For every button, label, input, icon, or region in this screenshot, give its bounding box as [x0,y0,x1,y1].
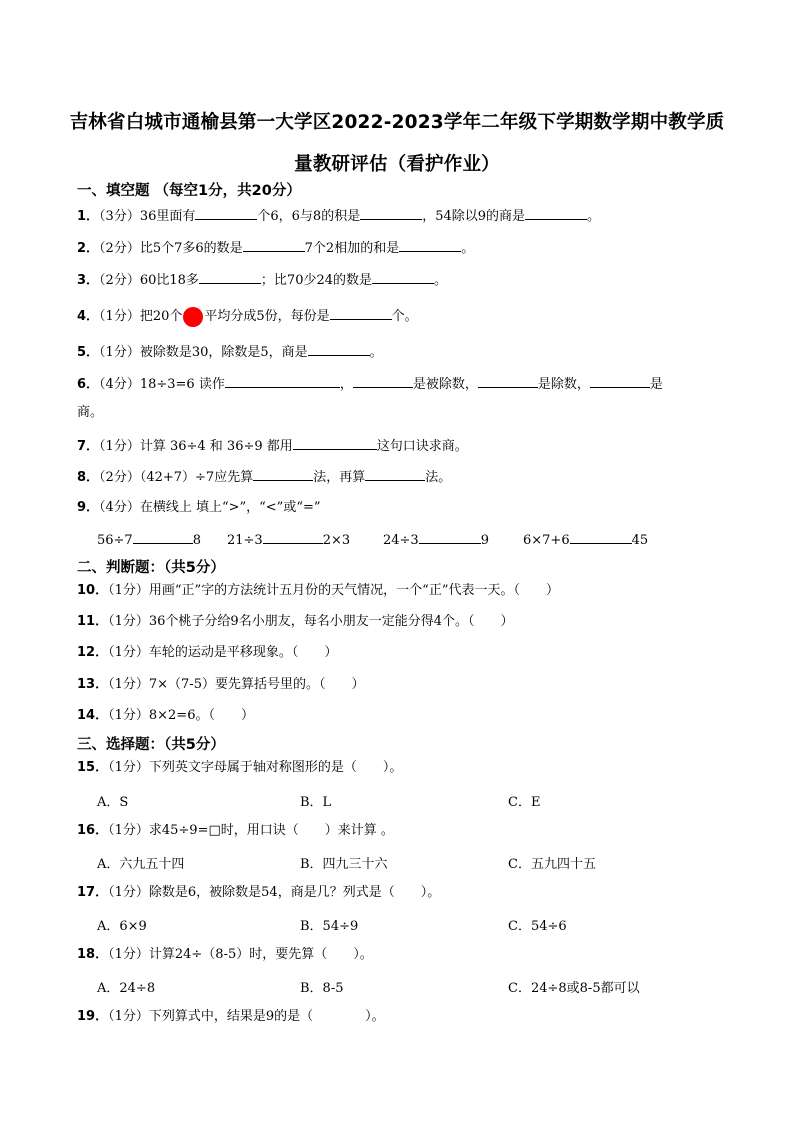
question-text: 是 [649,377,663,392]
question-text: 是被除数， [412,377,478,392]
answer-blank[interactable] [225,374,340,388]
question-score: （1分） [108,583,149,598]
compare-right: 8 [192,533,201,548]
question-16 [77,822,394,840]
option-a[interactable]: A．S [97,795,129,810]
question-text: 8×2=6。（ ） [148,708,254,723]
question-text: 下列英文字母属于轴对称图形的是（ ）。 [148,760,403,775]
question-score: （1分） [108,677,149,692]
question-score: （1分） [99,309,140,324]
page-title-line2: 量教研评估（看护作业） [294,154,500,175]
question-score: （1分） [108,708,149,723]
question-score: （1分） [108,885,149,900]
question-4 [77,306,418,327]
compare-right: 2×3 [322,533,351,548]
question-6-continued: 商。 [77,405,104,420]
question-score: （1分） [108,614,149,629]
question-text: 。 [587,209,601,224]
question-15 [77,759,402,777]
compare-left: 6×7+6 [523,533,570,548]
question-text: 这句口诀求商。 [376,439,468,454]
answer-blank[interactable] [525,206,587,220]
question-text: 个6，6与8的积是 [257,209,361,224]
question-number: 5． [77,345,100,360]
answer-blank[interactable] [590,374,650,388]
page-title-line1: 吉林省白城市通榆县第一大学区2022-2023学年二年级下学期数学期中教学质 [69,112,725,133]
answer-blank[interactable] [308,342,370,356]
question-number: 18． [77,947,109,962]
answer-blank[interactable] [372,270,434,284]
question-text: 求45÷9=□时，用口诀（ ）来计算 。 [148,823,394,838]
question-number: 13． [77,677,109,692]
question-number: 12． [77,645,109,660]
question-number: 11． [77,614,109,629]
question-number: 10． [77,583,109,598]
question-14 [77,707,254,725]
question-text: 是除数， [537,377,590,392]
option-b[interactable]: B．L [300,795,332,810]
answer-blank[interactable] [199,270,261,284]
question-text: 平均分成5份，每份是 [204,309,330,324]
option-b[interactable]: B．8-5 [300,981,344,996]
compare-item-2 [227,530,350,548]
option-a[interactable]: A．6×9 [97,919,147,934]
compare-left: 21÷3 [227,533,263,548]
compare-left: 24÷3 [383,533,419,548]
answer-blank[interactable] [570,530,632,544]
option-c[interactable]: C．54÷6 [508,919,567,934]
question-text: 个。 [391,309,418,324]
question-text: 用画“正”字的方法统计五月份的天气情况，一个“正”代表一天。（ ） [148,583,559,598]
question-text: 18÷3=6 读作 [139,377,225,392]
answer-blank[interactable] [133,530,193,544]
question-5 [77,342,383,362]
question-11 [77,613,513,631]
question-text: 被除数是30，除数是5，商是 [139,345,308,360]
question-text: 。 [461,241,475,256]
question-number: 1． [77,209,100,224]
compare-right: 45 [631,533,649,548]
question-text: 计算 36÷4 和 36÷9 都用 [139,439,293,454]
question-score: （3分） [99,209,140,224]
answer-blank[interactable] [365,467,425,481]
question-text: ；比70少24的数是 [260,273,373,288]
question-text: 7个2相加的和是 [304,241,400,256]
section-multiple-choice: 三、选择题：（共5分） [77,737,225,753]
option-b[interactable]: B．四九三十六 [300,857,388,872]
question-6 [77,374,663,394]
question-text: 。 [369,345,383,360]
question-9 [77,499,321,517]
answer-blank[interactable] [195,206,257,220]
question-text: 36里面有 [139,209,196,224]
option-b[interactable]: B．54÷9 [300,919,359,934]
answer-blank[interactable] [399,238,461,252]
question-score: （1分） [99,439,140,454]
question-score: （1分） [108,760,149,775]
question-score: （4分） [99,500,140,515]
question-text: 36个桃子分给9名小朋友，每名小朋友一定能分得4个。（ ） [148,614,514,629]
question-7 [77,436,468,456]
question-17 [77,884,440,902]
question-text: 。 [434,273,448,288]
question-13 [77,676,364,694]
compare-item-3 [383,530,489,548]
question-text: （42+7）÷7应先算 [139,470,254,485]
compare-item-4 [523,530,648,548]
question-number: 6． [77,377,100,392]
question-text: 比5个7多6的数是 [139,241,243,256]
question-text: 在横线上 填上“>”，“<”或“=” [139,500,321,515]
question-3 [77,270,447,290]
question-score: （1分） [108,947,149,962]
question-number: 2． [77,241,100,256]
answer-blank[interactable] [353,374,413,388]
compare-right: 9 [480,533,489,548]
question-text: 法，再算 [313,470,366,485]
question-text: 把20个 [139,309,183,324]
question-8 [77,467,451,487]
question-score: （2分） [99,273,140,288]
question-number: 4． [77,309,100,324]
question-18 [77,946,373,964]
red-circle-icon [183,307,203,327]
answer-blank[interactable] [419,530,481,544]
question-score: （1分） [108,823,149,838]
question-score: （1分） [108,645,149,660]
answer-blank[interactable] [253,467,313,481]
question-text: ， [339,377,353,392]
question-number: 8． [77,470,100,485]
question-text: 车轮的运动是平移现象。（ ） [148,645,338,660]
question-number: 19． [77,1009,109,1024]
question-2 [77,238,474,258]
question-score: （1分） [108,1009,149,1024]
question-text: 除数是6，被除数是54，商是几？列式是（ ）。 [148,885,441,900]
question-19 [77,1008,385,1026]
question-number: 9． [77,500,100,515]
question-text: ，54除以9的商是 [422,209,526,224]
question-text: 下列算式中，结果是9的是（ ）。 [148,1009,385,1024]
question-score: （2分） [99,470,140,485]
compare-left: 56÷7 [97,533,133,548]
question-1 [77,206,600,226]
question-number: 14． [77,708,109,723]
question-number: 7． [77,439,100,454]
section-fill-blank: 一、填空题 （每空1分，共20分） [77,183,301,199]
option-c[interactable]: C．五九四十五 [508,857,596,872]
question-score: （1分） [99,345,140,360]
option-c[interactable]: C．24÷8或8-5都可以 [508,981,640,996]
question-12 [77,644,337,662]
answer-blank[interactable] [330,306,392,320]
question-score: （4分） [99,377,140,392]
option-c[interactable]: C．E [508,795,541,810]
answer-blank[interactable] [293,436,377,450]
section-true-false: 二、判断题：（共5分） [77,560,225,576]
option-a[interactable]: A．六九五十四 [97,857,185,872]
question-text: 计算24÷（8-5）时，要先算（ ）。 [148,947,373,962]
answer-blank[interactable] [243,238,305,252]
option-a[interactable]: A．24÷8 [97,981,156,996]
question-text: 法。 [425,470,452,485]
question-number: 16． [77,823,109,838]
answer-blank[interactable] [360,206,422,220]
question-number: 17． [77,885,109,900]
question-10 [77,582,559,600]
answer-blank[interactable] [478,374,538,388]
question-number: 15． [77,760,109,775]
answer-blank[interactable] [263,530,323,544]
question-number: 3． [77,273,100,288]
question-score: （2分） [99,241,140,256]
question-text: 7×（7-5）要先算括号里的。（ ） [148,677,365,692]
compare-item-1 [97,530,201,548]
question-text: 60比18多 [139,273,199,288]
